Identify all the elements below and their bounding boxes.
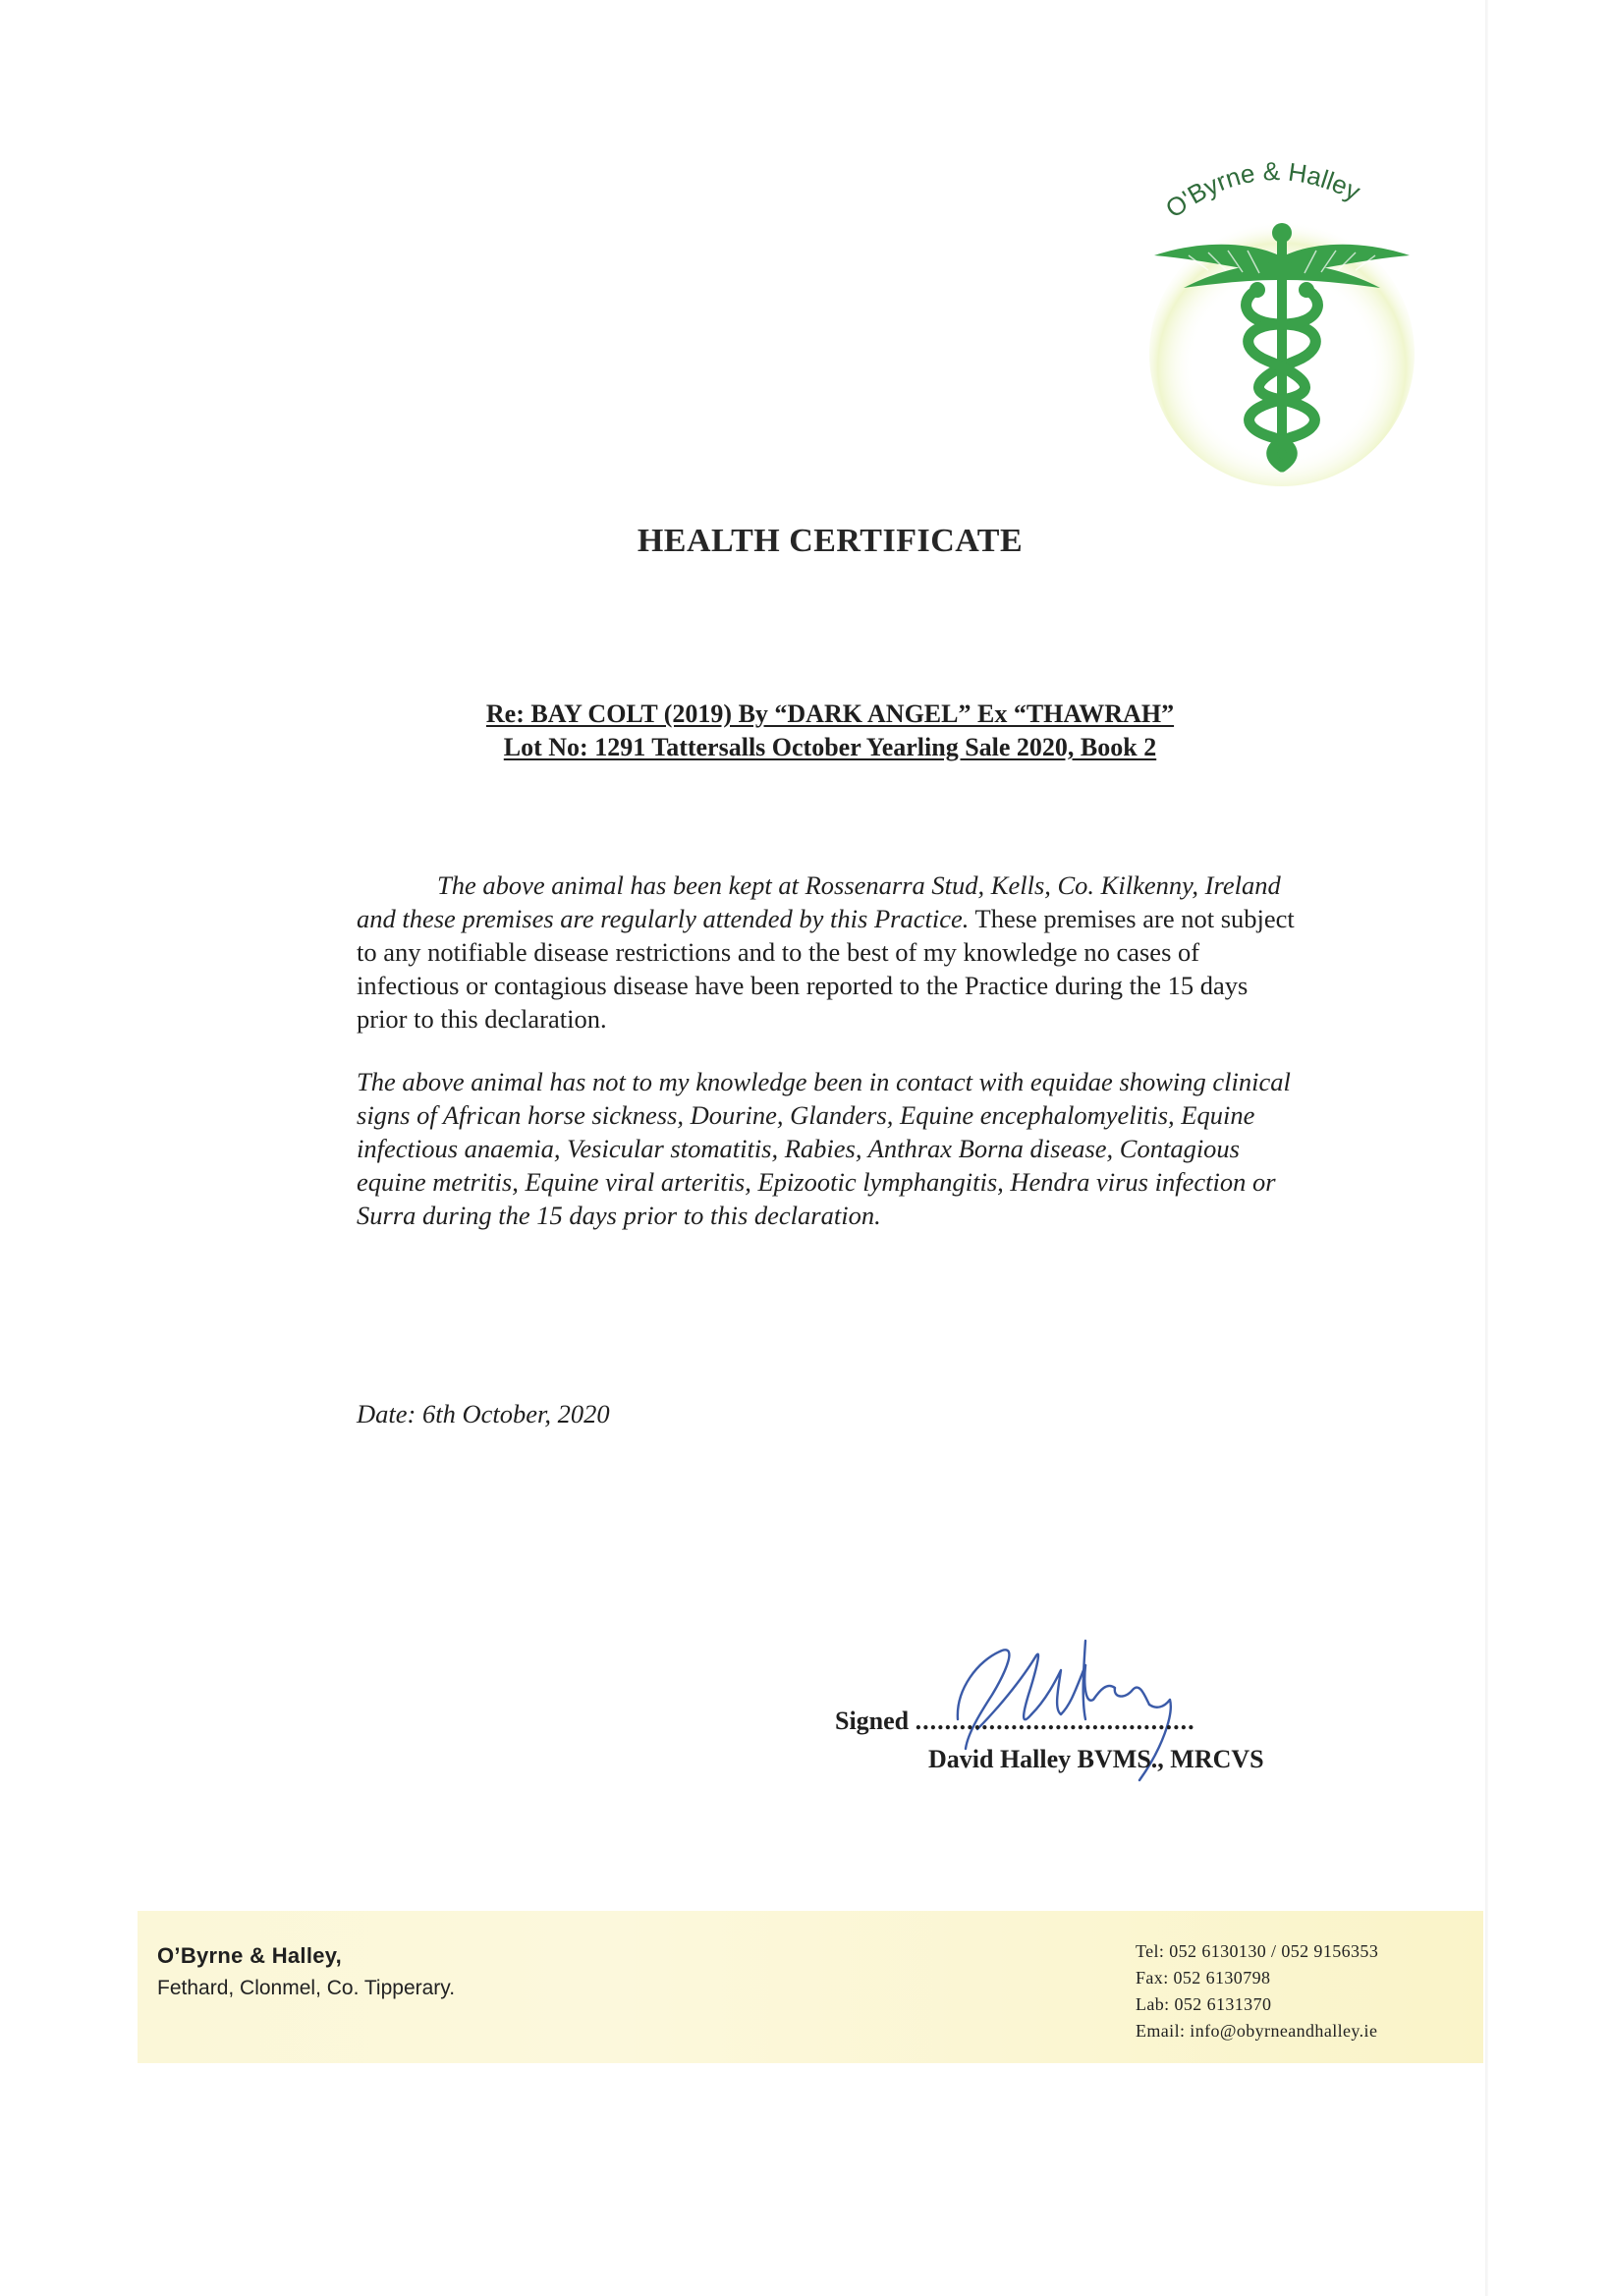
certificate-date: Date: 6th October, 2020 bbox=[357, 1399, 610, 1428]
caduceus-icon bbox=[1130, 142, 1434, 486]
premises-statement-italic: The above animal has been kept at Rossenarra Stud, Kells, Co. Kilkenny, Ireland and these premises are regularly attended by this Practice. bbox=[357, 870, 1281, 933]
footer-tel: Tel: 052 6130130 / 052 9156353 bbox=[1136, 1941, 1379, 1961]
footer-email: Email: info@obyrneandhalley.ie bbox=[1136, 2021, 1378, 2041]
letterhead-footer bbox=[138, 1911, 1483, 2063]
footer-lab: Lab: 052 6131370 bbox=[1136, 1994, 1272, 2014]
premises-statement bbox=[357, 868, 1300, 1036]
signature-dots: ...................................... bbox=[915, 1707, 1195, 1735]
footer-fax: Fax: 052 6130798 bbox=[1136, 1968, 1271, 1988]
subject-reference bbox=[354, 698, 1306, 764]
practice-logo bbox=[1130, 142, 1434, 486]
subject-line-lot: Lot No: 1291 Tattersalls October Yearling Sale 2020, Book 2 bbox=[503, 733, 1157, 761]
subject-line-horse: Re: BAY COLT (2019) By “DARK ANGEL” Ex “THAWRAH” bbox=[485, 700, 1175, 728]
signatory-name: David Halley BVMS., MRCVS bbox=[928, 1745, 1264, 1773]
signature-line bbox=[835, 1707, 1195, 1736]
page-edge bbox=[1485, 0, 1488, 2296]
premises-statement-rest: These premises are not subject to any notifiable disease restrictions and to the best of my knowledge no cases of infectious or contagious disease have been reported to the Practice during the 15 days prior to this declaration. bbox=[357, 904, 1295, 1034]
signature-label: Signed bbox=[835, 1707, 910, 1735]
logo-text: O'Byrne & Halley bbox=[1159, 155, 1365, 224]
page-title: HEALTH CERTIFICATE bbox=[637, 523, 1024, 559]
footer-practice-name: O’Byrne & Halley, bbox=[157, 1943, 343, 1968]
footer-address: Fethard, Clonmel, Co. Tipperary. bbox=[157, 1977, 456, 1999]
disease-contact-statement: The above animal has not to my knowledge been in contact with equidae showing clinical signs of African horse sickness, Dourine, Glanders, Equine encephalomyelitis, Equine infectious anaemia, Vesicular stomatitis, Rabies, Anthrax Borna disease, Contagious equine metritis, Equine viral arteritis, Epizootic lymphangitis, Hendra virus infection or Surra during the 15 days prior to this declaration. bbox=[357, 1067, 1291, 1230]
footer-contact bbox=[1136, 1938, 1378, 2044]
